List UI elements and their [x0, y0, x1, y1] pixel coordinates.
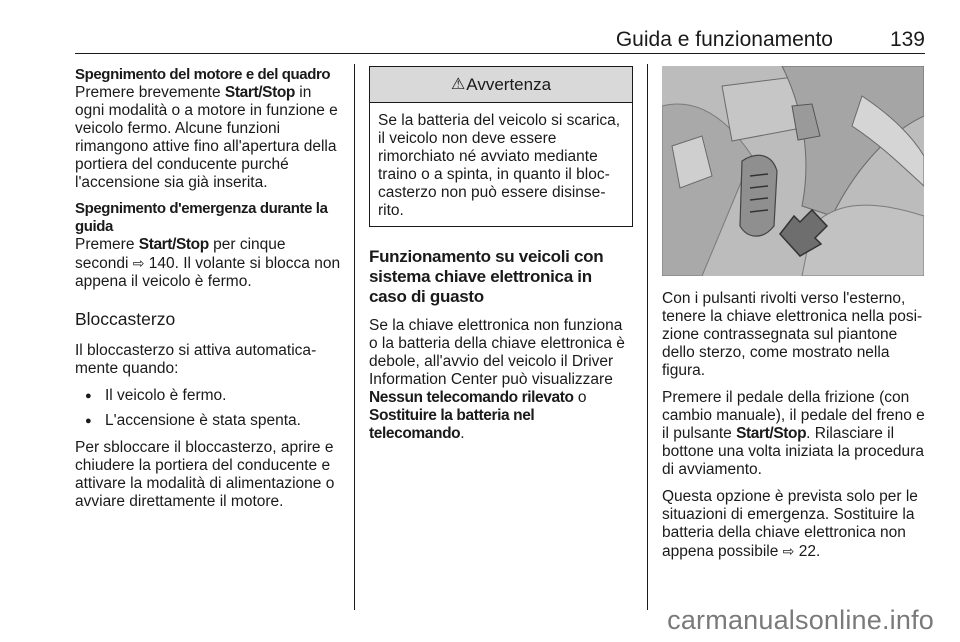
text-run: o	[573, 389, 587, 406]
warning-header	[370, 67, 632, 103]
warning-box	[369, 66, 633, 227]
text-run: Premere il pedale della frizione (con cambio manuale), il pedale del freno e il pulsante	[662, 389, 925, 442]
steering-column-figure	[662, 66, 924, 276]
text-run: . Rilasciare il bottone una volta iniziata la procedura di avviamento.	[662, 425, 924, 478]
page-number: 139	[889, 28, 925, 51]
section-engine-off	[75, 66, 343, 192]
text-run: Se la chiave elettronica non funziona o la batteria della chiave elettronica è debole, all'avvio del veicolo il Driver Information Center può visualizzare	[369, 317, 625, 388]
emergency-off-text	[75, 236, 343, 291]
watermark: carmanualsonline.info	[667, 605, 934, 635]
header-rule	[75, 53, 925, 54]
key-failure-text	[369, 317, 633, 443]
text-run: in ogni modalità o a motore in funzione e veicolo fermo. Alcune funzioni rimangono attive fino all'apertura della portiera del conducente purché l'accensione sia già inserita.	[75, 84, 338, 191]
text-run: .	[460, 425, 465, 442]
warning-text: Se la batteria del veicolo si scarica, il veicolo non deve essere rimorchiato né avviato mediante traino o a spinta, in quanto il bloccasterzo non può essere disinserito.	[378, 112, 621, 219]
emergency-only-text	[662, 488, 926, 561]
text-run: per cinque secondi	[75, 236, 286, 272]
page-ref-arrow-icon[interactable]: ⇨	[132, 255, 145, 271]
lock-intro: Il bloccasterzo si attiva automaticamente quando:	[75, 342, 317, 377]
page-header	[75, 20, 925, 54]
warning-title: Avvertenza	[466, 74, 552, 94]
key-position-illustration	[662, 66, 924, 276]
list-item: ● L'accensione è stata spenta.	[75, 412, 343, 430]
message-replace-battery: Sostituire la batteria nel telecomando	[369, 407, 535, 442]
column-divider-2	[647, 64, 648, 610]
column-1	[75, 66, 343, 520]
unlock-text: Per sbloccare il bloccasterzo, aprire e chiudere la portiera del conducente e attivare la modalità di alimentazione o avviare direttamente il motore.	[75, 439, 335, 510]
start-stop-label: Start/Stop	[736, 425, 807, 442]
text-run: 22.	[794, 543, 821, 560]
subheading-emergency-off: Spegnimento d'emergenza durante la guida	[75, 200, 328, 235]
engine-off-text	[75, 84, 343, 192]
text-run: 140. Il volante si blocca non appena il veicolo è fermo.	[75, 255, 341, 290]
message-no-remote: Nessun telecomando rilevato	[369, 389, 574, 406]
list-item: ● Il veicolo è fermo.	[75, 387, 343, 405]
text-run: Premere brevemente	[75, 84, 225, 101]
heading-electronic-key-failure: Funzionamento su veicoli con sistema chiave elettronica in caso di guasto	[369, 247, 604, 306]
subheading-engine-off: Spegnimento del motore e del quadro	[75, 66, 331, 83]
warning-icon: ⚠	[450, 75, 466, 93]
heading-bloccasterzo: Bloccasterzo	[75, 309, 176, 329]
hold-key-text: Con i pulsanti rivolti verso l'esterno, tenere la chiave elettronica nella posizione contrassegnata sul piantone dello sterzo, come mostrato nella figura.	[662, 290, 923, 379]
column-3	[662, 66, 926, 570]
start-stop-label: Start/Stop	[138, 236, 209, 253]
column-2	[369, 66, 633, 452]
header-title: Guida e funzionamento	[615, 28, 833, 51]
press-pedal-text	[662, 389, 926, 479]
text-run: Premere	[75, 236, 139, 253]
page-ref-arrow-icon[interactable]: ⇨	[782, 543, 795, 559]
lock-conditions-list	[75, 387, 343, 430]
column-divider-1	[354, 64, 355, 610]
section-emergency-off	[75, 200, 343, 291]
text-run: Questa opzione è prevista solo per le situazioni di emergenza. Sostituire la batteria della chiave elettronica non appena possibile	[662, 488, 918, 560]
start-stop-label: Start/Stop	[224, 84, 295, 101]
